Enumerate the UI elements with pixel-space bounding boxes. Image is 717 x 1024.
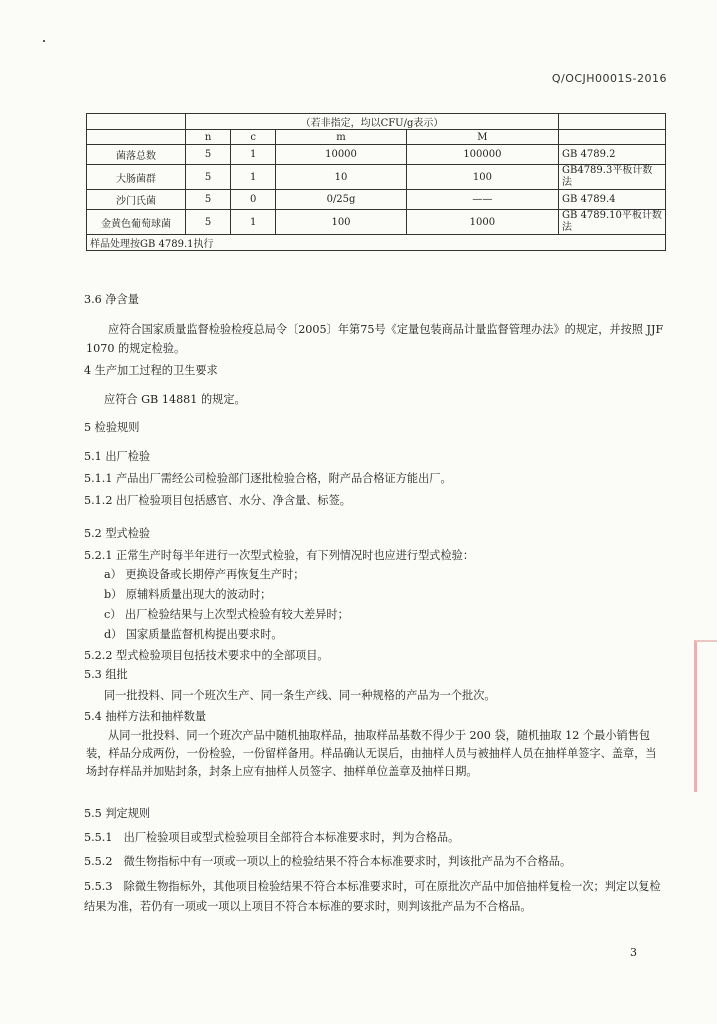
clause-5-1-1: 5.1.1 产品出厂需经公司检验部门逐批检验合格，附产品合格证方能出厂。	[84, 472, 452, 485]
table-footnote: 样品处理按GB 4789.1执行	[87, 235, 666, 251]
row-method: GB 4789.10平板计数法	[559, 210, 666, 235]
clause-5-1-2: 5.1.2 出厂检验项目包括感官、水分、净含量、标签。	[84, 494, 351, 507]
row-c: 1	[231, 145, 276, 165]
row-M: 1000	[406, 210, 558, 235]
row-m: 0/25g	[276, 190, 407, 210]
row-n: 5	[186, 145, 231, 165]
section-heading-5-1: 5.1 出厂检验	[84, 450, 151, 463]
row-item: 沙门氏菌	[87, 190, 186, 210]
section-heading-5-5: 5.5 判定规则	[84, 807, 151, 820]
row-n: 5	[186, 165, 231, 190]
row-c: 0	[231, 190, 276, 210]
row-item: 菌落总数	[87, 145, 186, 165]
table-column-header-row	[87, 130, 666, 145]
section-heading-5: 5 检验规则	[84, 421, 140, 434]
row-m: 10	[276, 165, 407, 190]
row-M: 100000	[406, 145, 558, 165]
table-row	[87, 145, 666, 165]
red-seal-stamp	[694, 640, 717, 792]
section-5-3-body: 同一批投料、同一个班次生产、同一条生产线、同一种规格的产品为一个批次。	[104, 689, 496, 702]
row-M: 100	[406, 165, 558, 190]
clause-5-2-1: 5.2.1 正常生产时每半年进行一次型式检验，有下列情况时也应进行型式检验：	[84, 549, 475, 562]
row-n: 5	[186, 190, 231, 210]
row-method: GB 4789.4	[559, 190, 666, 210]
page-number: 3	[630, 946, 637, 959]
row-M: ——	[406, 190, 558, 210]
section-heading-3-6: 3.6 净含量	[84, 293, 139, 306]
table-row	[87, 165, 666, 190]
col-header-c: c	[231, 130, 276, 145]
row-c: 1	[231, 210, 276, 235]
section-4-body: 应符合 GB 14881 的规定。	[104, 393, 246, 406]
clause-5-5-1: 5.5.1 出厂检验项目或型式检验项目全部符合本标准要求时，判为合格品。	[84, 831, 460, 844]
list-item: a） 更换设备或长期停产再恢复生产时；	[104, 568, 305, 581]
table-row	[87, 190, 666, 210]
row-item: 金黄色葡萄球菌	[87, 210, 186, 235]
table-unit-note: （若非指定，均以CFU/g表示）	[186, 114, 559, 130]
section-heading-5-4: 5.4 抽样方法和抽样数量	[84, 710, 207, 723]
clause-5-5-3: 5.5.3 除微生物指标外，其他项目检验结果不符合本标准要求时，可在原批次产品中加倍抽样复检一次；判定以复检结果为准，若仍有一项或一项以上项目不符合本标准的要求时，则判该批产品为不合格品。	[84, 880, 661, 913]
col-header-m: m	[276, 130, 407, 145]
row-method: GB4789.3平板计数法	[559, 165, 666, 190]
table-footnote-row	[87, 235, 666, 251]
section-3-6-body: 应符合国家质量监督检验检疫总局令〔2005〕年第75号《定量包装商品计量监督管理办法》的规定，并按照 JJF 1070 的规定检验。	[86, 323, 664, 355]
col-header-n: n	[186, 130, 231, 145]
row-m: 100	[276, 210, 407, 235]
table-row	[87, 210, 666, 235]
table-header-note-row	[87, 114, 666, 130]
row-n: 5	[186, 210, 231, 235]
document-id: Q/OCJH0001S-2016	[551, 72, 667, 85]
clause-5-5-2: 5.5.2 微生物指标中有一项或一项以上的检验结果不符合本标准要求时，判该批产品为不合格品。	[84, 855, 572, 868]
row-c: 1	[231, 165, 276, 190]
section-heading-5-3: 5.3 组批	[84, 668, 128, 681]
list-item: b） 原辅料质量出现大的波动时；	[104, 588, 272, 601]
row-m: 10000	[276, 145, 407, 165]
list-item: d） 国家质量监督机构提出要求时。	[104, 628, 283, 641]
scan-speck	[43, 40, 45, 42]
microbial-limits-table	[86, 113, 666, 251]
col-header-M: M	[406, 130, 558, 145]
clause-5-2-2: 5.2.2 型式检验项目包括技术要求中的全部项目。	[84, 649, 329, 662]
list-item: c） 出厂检验结果与上次型式检验有较大差异时；	[104, 608, 349, 621]
section-5-4-body: 从同一批投料、同一个班次产品中随机抽取样品，抽取样品基数不得少于 200 袋，随机抽取 12 个最小销售包装，样品分成两份，一份检验，一份留样备用。样品确认无误后，由抽样人员与被抽样人员在抽样单签字、盖章，当场封存样品并加贴封条，封条上应有抽样人员签字、抽样单位盖章及抽样日期。	[86, 729, 657, 778]
row-item: 大肠菌群	[87, 165, 186, 190]
section-heading-5-2: 5.2 型式检验	[84, 527, 151, 540]
section-heading-4: 4 生产加工过程的卫生要求	[84, 364, 218, 377]
row-method: GB 4789.2	[559, 145, 666, 165]
